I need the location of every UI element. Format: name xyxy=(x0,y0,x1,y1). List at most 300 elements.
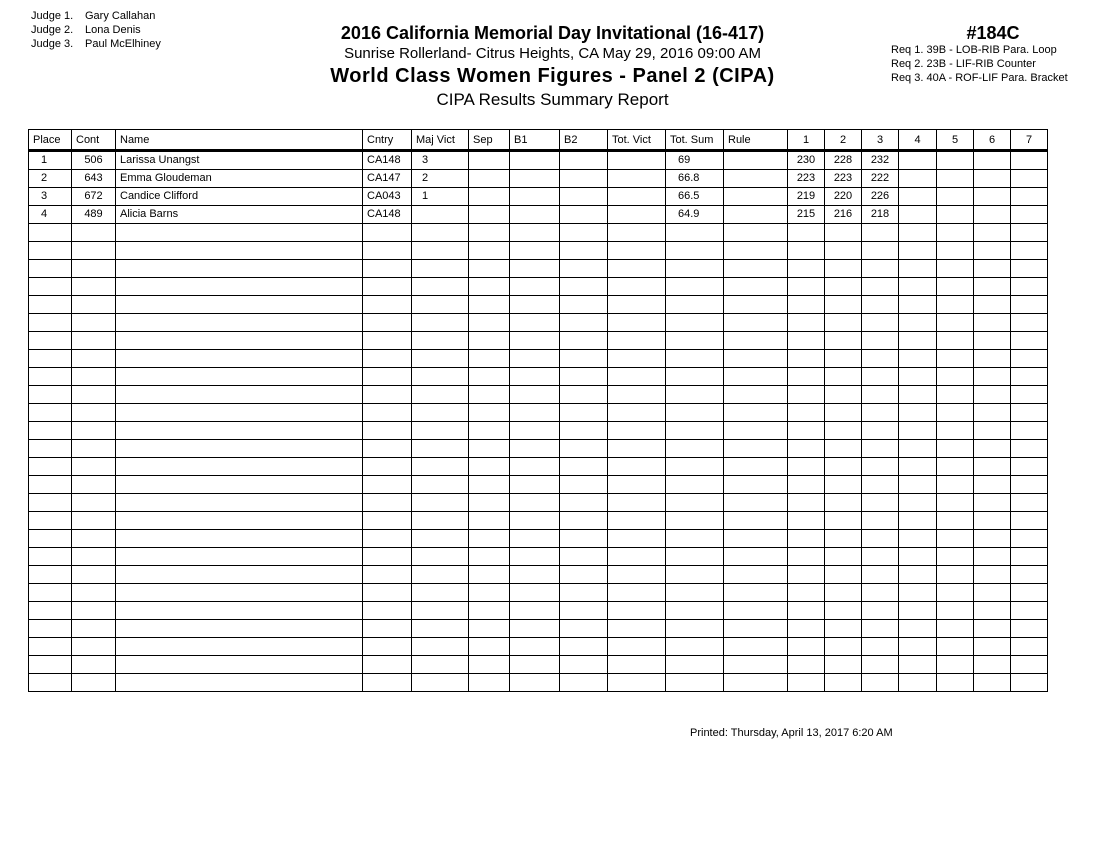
cell-j6 xyxy=(974,350,1011,368)
cell-maj-vict xyxy=(412,422,469,440)
cell-b2 xyxy=(560,151,608,170)
cell-sep xyxy=(469,602,510,620)
cell-j4 xyxy=(899,440,937,458)
cell-maj-vict: 1 xyxy=(412,188,469,206)
cell-b1 xyxy=(510,242,560,260)
cell-b1 xyxy=(510,656,560,674)
cell-j4 xyxy=(899,620,937,638)
table-row xyxy=(29,512,1048,530)
cell-sep xyxy=(469,404,510,422)
cell-cont: 643 xyxy=(72,170,116,188)
cell-tot-vict xyxy=(608,440,666,458)
cell-j7 xyxy=(1011,224,1048,242)
venue-line: Sunrise Rollerland- Citrus Heights, CA May 29, 2016 09:00 AM xyxy=(344,45,761,62)
cell-j6 xyxy=(974,368,1011,386)
cell-sep xyxy=(469,224,510,242)
cell-name xyxy=(116,494,363,512)
cell-cntry xyxy=(363,404,412,422)
cell-b1 xyxy=(510,170,560,188)
cell-maj-vict xyxy=(412,656,469,674)
cell-name xyxy=(116,368,363,386)
cell-name: Candice Clifford xyxy=(116,188,363,206)
cell-j4 xyxy=(899,566,937,584)
cell-tot-sum xyxy=(666,548,724,566)
table-row xyxy=(29,548,1048,566)
cell-j2 xyxy=(825,548,862,566)
cell-j3: 226 xyxy=(862,188,899,206)
cell-rule xyxy=(724,314,788,332)
table-row xyxy=(29,674,1048,692)
cell-rule xyxy=(724,296,788,314)
cell-j6 xyxy=(974,404,1011,422)
table-row xyxy=(29,314,1048,332)
cell-rule xyxy=(724,674,788,692)
cell-j4 xyxy=(899,296,937,314)
cell-j2: 216 xyxy=(825,206,862,224)
cell-cont xyxy=(72,332,116,350)
cell-tot-vict xyxy=(608,260,666,278)
cell-b2 xyxy=(560,368,608,386)
cell-tot-sum xyxy=(666,530,724,548)
cell-j7 xyxy=(1011,548,1048,566)
cell-j2 xyxy=(825,224,862,242)
cell-j4 xyxy=(899,458,937,476)
judge-name: Gary Callahan xyxy=(85,10,156,22)
cell-name xyxy=(116,440,363,458)
cell-cont xyxy=(72,386,116,404)
table-row xyxy=(29,602,1048,620)
cell-j7 xyxy=(1011,314,1048,332)
cell-j6 xyxy=(974,512,1011,530)
table-row xyxy=(29,530,1048,548)
cell-j2 xyxy=(825,350,862,368)
cell-j1 xyxy=(788,548,825,566)
cell-j1 xyxy=(788,278,825,296)
cell-j3 xyxy=(862,314,899,332)
cell-place xyxy=(29,278,72,296)
cell-j3 xyxy=(862,548,899,566)
cell-j2 xyxy=(825,458,862,476)
cell-j5 xyxy=(937,332,974,350)
cell-rule xyxy=(724,170,788,188)
cell-j2 xyxy=(825,638,862,656)
cell-j5 xyxy=(937,314,974,332)
cell-maj-vict xyxy=(412,404,469,422)
cell-maj-vict xyxy=(412,278,469,296)
table-row xyxy=(29,296,1048,314)
cell-j1 xyxy=(788,458,825,476)
cell-j5 xyxy=(937,368,974,386)
cell-name xyxy=(116,530,363,548)
cell-sep xyxy=(469,278,510,296)
cell-cont xyxy=(72,458,116,476)
cell-j3 xyxy=(862,422,899,440)
cell-cntry xyxy=(363,494,412,512)
cell-cntry xyxy=(363,674,412,692)
cell-maj-vict xyxy=(412,512,469,530)
requirement-entry: Req 3. 40A - ROF-LIF Para. Bracket xyxy=(891,72,1068,84)
column-header-tot-sum: Tot. Sum xyxy=(666,130,724,151)
cell-tot-vict xyxy=(608,566,666,584)
cell-cntry xyxy=(363,278,412,296)
cell-j6 xyxy=(974,422,1011,440)
cell-j3 xyxy=(862,440,899,458)
cell-j3 xyxy=(862,224,899,242)
cell-cntry xyxy=(363,368,412,386)
cell-b1 xyxy=(510,530,560,548)
cell-j1: 219 xyxy=(788,188,825,206)
cell-cont xyxy=(72,368,116,386)
cell-b1 xyxy=(510,458,560,476)
cell-b1 xyxy=(510,296,560,314)
column-header-j6: 6 xyxy=(974,130,1011,151)
cell-b1 xyxy=(510,476,560,494)
cell-j1 xyxy=(788,656,825,674)
column-header-cont: Cont xyxy=(72,130,116,151)
cell-cntry xyxy=(363,584,412,602)
cell-j7 xyxy=(1011,440,1048,458)
cell-rule xyxy=(724,422,788,440)
cell-cont xyxy=(72,674,116,692)
table-row xyxy=(29,476,1048,494)
cell-cntry: CA043 xyxy=(363,188,412,206)
table-row xyxy=(29,404,1048,422)
cell-j2 xyxy=(825,566,862,584)
cell-b2 xyxy=(560,638,608,656)
cell-j4 xyxy=(899,224,937,242)
cell-j6 xyxy=(974,620,1011,638)
cell-cont xyxy=(72,422,116,440)
column-header-j7: 7 xyxy=(1011,130,1048,151)
cell-sep xyxy=(469,494,510,512)
cell-maj-vict xyxy=(412,368,469,386)
cell-sep xyxy=(469,638,510,656)
cell-tot-vict xyxy=(608,638,666,656)
cell-j4 xyxy=(899,206,937,224)
cell-tot-sum xyxy=(666,602,724,620)
cell-b1 xyxy=(510,260,560,278)
table-row xyxy=(29,332,1048,350)
cell-maj-vict xyxy=(412,332,469,350)
cell-tot-sum xyxy=(666,620,724,638)
cell-maj-vict xyxy=(412,674,469,692)
cell-j1 xyxy=(788,440,825,458)
cell-maj-vict xyxy=(412,386,469,404)
cell-sep xyxy=(469,188,510,206)
cell-b1 xyxy=(510,386,560,404)
cell-j5 xyxy=(937,242,974,260)
cell-cntry xyxy=(363,242,412,260)
cell-cntry xyxy=(363,602,412,620)
cell-j3 xyxy=(862,566,899,584)
cell-j1 xyxy=(788,332,825,350)
cell-cntry xyxy=(363,422,412,440)
cell-place xyxy=(29,242,72,260)
cell-j2 xyxy=(825,260,862,278)
cell-b2 xyxy=(560,566,608,584)
cell-j7 xyxy=(1011,296,1048,314)
cell-name xyxy=(116,584,363,602)
cell-j1 xyxy=(788,224,825,242)
report-name: CIPA Results Summary Report xyxy=(436,90,669,109)
cell-rule xyxy=(724,242,788,260)
cell-j7 xyxy=(1011,638,1048,656)
cell-cont: 672 xyxy=(72,188,116,206)
cell-sep xyxy=(469,566,510,584)
cell-cont xyxy=(72,278,116,296)
cell-b1 xyxy=(510,368,560,386)
cell-j3 xyxy=(862,404,899,422)
cell-j5 xyxy=(937,278,974,296)
cell-cont xyxy=(72,620,116,638)
table-row xyxy=(29,206,1048,224)
cell-cntry xyxy=(363,314,412,332)
cell-j3 xyxy=(862,476,899,494)
cell-j6 xyxy=(974,206,1011,224)
event-title: 2016 California Memorial Day Invitational (16-417) xyxy=(340,23,765,43)
printed-timestamp: Printed: Thursday, April 13, 2017 6:20 AM xyxy=(690,727,893,739)
cell-j7 xyxy=(1011,404,1048,422)
cell-place xyxy=(29,476,72,494)
table-row xyxy=(29,656,1048,674)
cell-j3 xyxy=(862,260,899,278)
cell-cntry xyxy=(363,386,412,404)
cell-tot-vict xyxy=(608,224,666,242)
cell-cntry xyxy=(363,530,412,548)
cell-j7 xyxy=(1011,368,1048,386)
cell-j7 xyxy=(1011,332,1048,350)
cell-maj-vict: 2 xyxy=(412,170,469,188)
cell-cont xyxy=(72,512,116,530)
cell-sep xyxy=(469,170,510,188)
cell-place xyxy=(29,422,72,440)
cell-cont xyxy=(72,314,116,332)
cell-j5 xyxy=(937,422,974,440)
cell-j6 xyxy=(974,188,1011,206)
cell-j2 xyxy=(825,404,862,422)
cell-j6 xyxy=(974,440,1011,458)
cell-cont xyxy=(72,242,116,260)
cell-rule xyxy=(724,602,788,620)
cell-j5 xyxy=(937,151,974,170)
cell-tot-vict xyxy=(608,170,666,188)
cell-j3 xyxy=(862,494,899,512)
cell-j1 xyxy=(788,620,825,638)
cell-sep xyxy=(469,458,510,476)
cell-name: Emma Gloudeman xyxy=(116,170,363,188)
judges-list xyxy=(31,9,161,51)
cell-tot-sum: 66.8 xyxy=(666,170,724,188)
cell-tot-vict xyxy=(608,350,666,368)
cell-j4 xyxy=(899,602,937,620)
cell-cont xyxy=(72,584,116,602)
cell-name xyxy=(116,224,363,242)
cell-rule xyxy=(724,278,788,296)
cell-j5 xyxy=(937,494,974,512)
cell-b1 xyxy=(510,512,560,530)
judge-name: Paul McElhiney xyxy=(85,38,161,50)
cell-j6 xyxy=(974,296,1011,314)
cell-j6 xyxy=(974,602,1011,620)
cell-b1 xyxy=(510,440,560,458)
cell-name xyxy=(116,512,363,530)
cell-rule xyxy=(724,332,788,350)
cell-tot-vict xyxy=(608,548,666,566)
table-row xyxy=(29,188,1048,206)
cell-sep xyxy=(469,206,510,224)
cell-tot-vict xyxy=(608,404,666,422)
cell-place xyxy=(29,296,72,314)
cell-j6 xyxy=(974,566,1011,584)
cell-j7 xyxy=(1011,656,1048,674)
cell-j7 xyxy=(1011,530,1048,548)
cell-rule xyxy=(724,440,788,458)
cell-j6 xyxy=(974,151,1011,170)
cell-place xyxy=(29,638,72,656)
cell-j2 xyxy=(825,674,862,692)
cell-j3: 232 xyxy=(862,151,899,170)
cell-tot-vict xyxy=(608,314,666,332)
cell-j5 xyxy=(937,512,974,530)
cell-j2 xyxy=(825,512,862,530)
cell-rule xyxy=(724,151,788,170)
cell-tot-sum xyxy=(666,224,724,242)
cell-tot-sum xyxy=(666,566,724,584)
cell-b1 xyxy=(510,332,560,350)
cell-b1 xyxy=(510,620,560,638)
cell-place xyxy=(29,368,72,386)
cell-j6 xyxy=(974,476,1011,494)
cell-tot-vict xyxy=(608,386,666,404)
cell-place xyxy=(29,674,72,692)
cell-tot-vict xyxy=(608,674,666,692)
cell-tot-vict xyxy=(608,151,666,170)
cell-place xyxy=(29,350,72,368)
cell-rule xyxy=(724,530,788,548)
cell-j1 xyxy=(788,512,825,530)
cell-maj-vict xyxy=(412,260,469,278)
cell-j5 xyxy=(937,260,974,278)
cell-rule xyxy=(724,188,788,206)
cell-tot-vict xyxy=(608,422,666,440)
cell-j7 xyxy=(1011,494,1048,512)
cell-tot-sum xyxy=(666,260,724,278)
cell-rule xyxy=(724,548,788,566)
cell-place xyxy=(29,620,72,638)
cell-j4 xyxy=(899,188,937,206)
cell-place xyxy=(29,602,72,620)
cell-j1 xyxy=(788,584,825,602)
cell-tot-vict xyxy=(608,332,666,350)
cell-cntry xyxy=(363,296,412,314)
cell-b2 xyxy=(560,584,608,602)
cell-cont xyxy=(72,566,116,584)
cell-place: 3 xyxy=(29,188,72,206)
cell-maj-vict xyxy=(412,620,469,638)
cell-j6 xyxy=(974,242,1011,260)
cell-sep xyxy=(469,368,510,386)
cell-name xyxy=(116,620,363,638)
cell-j6 xyxy=(974,530,1011,548)
cell-tot-vict xyxy=(608,458,666,476)
cell-j1 xyxy=(788,260,825,278)
judge-entry: Judge 2. Lona Denis xyxy=(31,24,141,36)
cell-j1 xyxy=(788,674,825,692)
cell-j6 xyxy=(974,458,1011,476)
cell-j2 xyxy=(825,656,862,674)
cell-name xyxy=(116,242,363,260)
cell-maj-vict xyxy=(412,494,469,512)
cell-j3 xyxy=(862,458,899,476)
cell-place xyxy=(29,386,72,404)
cell-cntry xyxy=(363,476,412,494)
cell-name xyxy=(116,278,363,296)
cell-b2 xyxy=(560,602,608,620)
cell-b2 xyxy=(560,224,608,242)
table-row xyxy=(29,584,1048,602)
cell-j7 xyxy=(1011,476,1048,494)
cell-place xyxy=(29,260,72,278)
cell-cont xyxy=(72,494,116,512)
cell-tot-vict xyxy=(608,206,666,224)
cell-maj-vict xyxy=(412,350,469,368)
cell-name xyxy=(116,314,363,332)
column-header-rule: Rule xyxy=(724,130,788,151)
cell-j2 xyxy=(825,278,862,296)
cell-j3 xyxy=(862,638,899,656)
cell-j5 xyxy=(937,638,974,656)
column-header-j1: 1 xyxy=(788,130,825,151)
cell-maj-vict xyxy=(412,548,469,566)
cell-j5 xyxy=(937,350,974,368)
cell-j3: 218 xyxy=(862,206,899,224)
cell-b1 xyxy=(510,314,560,332)
cell-place xyxy=(29,458,72,476)
table-row xyxy=(29,170,1048,188)
cell-b2 xyxy=(560,530,608,548)
cell-j6 xyxy=(974,656,1011,674)
cell-name xyxy=(116,674,363,692)
cell-j7 xyxy=(1011,206,1048,224)
cell-tot-sum xyxy=(666,368,724,386)
table-row xyxy=(29,368,1048,386)
cell-maj-vict xyxy=(412,602,469,620)
cell-name xyxy=(116,296,363,314)
cell-j3 xyxy=(862,332,899,350)
cell-name xyxy=(116,548,363,566)
cell-maj-vict xyxy=(412,296,469,314)
column-header-cntry: Cntry xyxy=(363,130,412,151)
cell-rule xyxy=(724,260,788,278)
cell-cntry xyxy=(363,440,412,458)
cell-j3 xyxy=(862,620,899,638)
cell-b2 xyxy=(560,440,608,458)
cell-j2 xyxy=(825,620,862,638)
cell-place xyxy=(29,656,72,674)
table-header-row xyxy=(29,130,1048,151)
cell-sep xyxy=(469,296,510,314)
cell-place xyxy=(29,548,72,566)
cell-tot-vict xyxy=(608,530,666,548)
cell-rule xyxy=(724,350,788,368)
cell-j4 xyxy=(899,314,937,332)
cell-tot-sum xyxy=(666,494,724,512)
cell-b2 xyxy=(560,674,608,692)
cell-j5 xyxy=(937,188,974,206)
cell-name xyxy=(116,656,363,674)
cell-place: 1 xyxy=(29,151,72,170)
cell-tot-sum xyxy=(666,278,724,296)
